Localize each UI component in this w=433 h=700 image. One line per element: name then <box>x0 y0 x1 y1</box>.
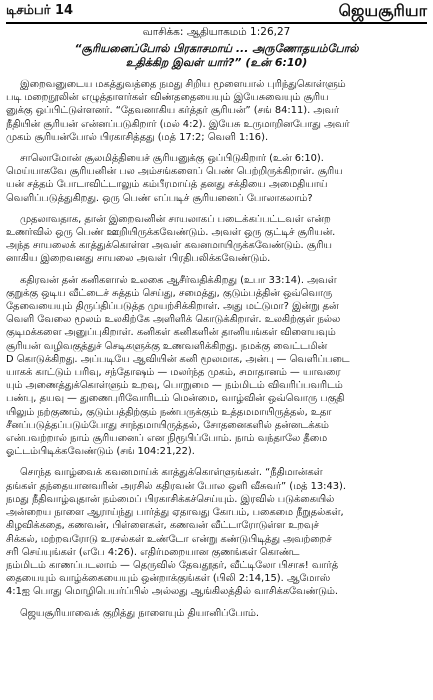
text-line: மெய்யாகவே சூரியனின் பல அம்சங்களைப் பெண் பெற்றிருக்கிறாள். சூரிய <box>6 166 343 178</box>
text-line: இறைவனுடைய மகத்துவத்தை நமது சிறிய மூளையால் புரிந்துகொள்ளும் <box>20 79 346 90</box>
text-line: சரி செய்யுங்கள் (எபே 4:26). எதிர்மறையான குணங்கள் கொண்ட <box>6 546 300 558</box>
text-line: சொந்த வாழ்வைக் கவனமாய்க் காத்துக்கொள்ளுங்கள். “நீதிமான்கள் <box>20 467 323 479</box>
text-line: முகம் சூரியன்போல் பிரகாசித்தது (மத் 17:2; வெளி 1:16). <box>6 131 269 143</box>
text-line: தேவையையும் திருப்திப்படுத்த முயற்சிக்கிறாள். அது மட்டுமா? இன்று தன் <box>6 301 339 313</box>
page-header <box>6 0 427 24</box>
text-line: தையையும் வாழ்க்கையையும் ஒன்றாக்குங்கள் (பிலி 2:14,15). ஆமோஸ் <box>6 573 331 585</box>
paragraph <box>6 607 427 620</box>
key-verse <box>6 42 427 70</box>
text-line: வெளி வேலை மூலம் உலகிற்கே அளிளிக் கொடுக்கிறாள். உலகிற்குள் நல்ல <box>6 314 341 326</box>
text-line: அந்த சாயலைக் காத்துக்கொள்ள அவள் கவனமாயிருக்கவேண்டும். சூரிய <box>6 240 332 252</box>
text-line: யிலும் நற்குணம், குடும்பத்திற்கும் நண்பருக்கும் உத்தமமாயிருத்தல், உதா <box>6 406 332 418</box>
text-line: ஜெயசூரியாவைக் குறித்து நாளையும் தியானிப்போம். <box>20 607 259 619</box>
page-date: டிசம்பர் 14 <box>6 3 74 18</box>
text-line: வெளிப்படுத்துகிறது. ஒரு பெண் எப்படிச் சூரியனைப் போலாகலாம்? <box>6 192 313 204</box>
paragraph <box>6 466 427 598</box>
text-line: னுக்கு ஒப்பிட்டுள்ளனர். “தேவனாகிய கர்த்தர் சூரியன்” (சங் 84:11). அவர் <box>6 105 339 117</box>
text-line: படி மறைநூலின் எழுத்தாளர்கள் விண்ததையையும் இயேசுவையும் சூரிய <box>6 92 329 104</box>
text-line: உணர்வில் ஒரு பெண் ஊறியிருக்கவேண்டும். அவள் ஒரு குட்டிச் சூரியன். <box>6 227 336 239</box>
text-line: பண்பு, தயவு — துணைபுரிவோரிடம் மென்மை, வாழ்வின் ஒவ்வொரு பகுதி <box>6 393 345 405</box>
key-verse-line: “சூரியனைப்போல் பிரகாசமாய் ... அருணோதயம்போல் <box>74 42 359 55</box>
text-line: சாலொமோன் சூலமித்தியைச் சூரியனுக்கு ஒப்பிடுகிறார் (உன் 6:10). <box>20 153 324 165</box>
text-line: நீதியின் சூரியன் என்னப்படுகிறார் (மல் 4:2). இயேசு உருமாறினபோது அவர் <box>6 118 350 130</box>
paragraph <box>6 78 427 144</box>
text-line: கதிரவன் தன் கனிகளால் உலகை ஆசீர்வதிக்கிறது (உபா 33:14). அவள் <box>20 274 337 286</box>
body-text <box>6 78 427 620</box>
text-line: சூரியன் வழிவகுத்துச் செடிகளுக்கு உணவளிக்கிறது. நமக்கு வைட்டமின் <box>6 340 328 352</box>
text-line: என்பவற்றால் நாம் சூரியனைப் என நிரூபிப்போம். நாம் வந்தாலே தீமை <box>6 433 328 445</box>
text-line: சிக்கல், மற்றவரோடு உரசல்கள் உண்டோ என்று கண்டுபிடித்து அவற்றைச் <box>6 533 332 545</box>
text-line: முதலாவதாக, தான் இறைவனின் சாயலாகப் படைக்கப்பட்டவள் என்ற <box>20 213 331 225</box>
text-line: யாகக் காட்டும் பரிவு, சந்தோஷம் — மலர்ந்த முகம், சமாதானம் — யாவரை <box>6 367 341 379</box>
text-line: யும் அணைத்துக்கொள்ளும் உறவு, பொறுமை — நம்மிடம் விவரிப்பவரிடம் <box>6 380 343 392</box>
text-line: 4:1ஐ பொது மொழிபெயர்ப்பில் அல்லது ஆங்கிலத்தில் வாசிக்கவேண்டும். <box>6 586 338 598</box>
paragraph <box>6 152 427 205</box>
text-line: சீனப்படுத்தப்படும்போது சாந்தமாயிருத்தல், சோதனைகளில் தன்னடக்கம் <box>6 419 329 431</box>
text-line: னாகிய இறைவனது சாயலை அவள் பிரதிபலிக்கவேண்டும். <box>6 253 271 265</box>
key-verse-line: உதிக்கிற இவள் யார்?” (உன் 6:10) <box>125 56 308 69</box>
text-line: தங்கள் தந்தையானவரின் அரசில் கதிரவன் போல ஒளி வீசுவர்” (மத் 13:43). <box>6 480 347 492</box>
text-line: யன் சத்தம் போடாவிட்டாலும் கம்பீரமாய்த் தனது சக்தியை அமைதியாய் <box>6 179 328 191</box>
scripture-reading: வாசிக்க: ஆதியாகமம் 1:26,27 <box>142 26 291 38</box>
paragraph <box>6 213 427 266</box>
page-title: ஜெயசூரியா <box>338 0 427 20</box>
text-line: குடிமக்களை அனுப்புகிறாள். கனிகள் கனிகளின் தானியங்கள் விளையவும் <box>6 327 336 339</box>
text-line: நம்மிடம் காணப்படலாம் — தெருவில் தேவதூதர், வீட்டிலோ பிசாசு! வார்த் <box>6 559 339 571</box>
text-line: நமது நீதிவாழ்வுதான் நம்மைப் பிரகாசிக்கச்செய்யும். இரவில் படுக்கையில் <box>6 493 335 505</box>
text-line: குறுக்கு ஒடிய வீட்டைச் சுத்தம் செய்து, சமைத்து, குடும்பத்தின் ஒவ்வொரு <box>6 287 333 299</box>
text-line: அன்றைய நாளை ஆராய்ந்து பார்த்து ஏதாவது கோபம், பகைமை நீறுதல்கள், <box>6 507 344 519</box>
text-line: ஓட்டம்பிடிக்கவேண்டும் (சங் 104:21,22). <box>6 446 195 458</box>
text-line: D கொடுக்கிறது. அப்படியே ஆவியின் கனி மூலமாக, அன்பு — வெளிப்படை <box>6 353 350 365</box>
paragraph <box>6 274 427 459</box>
text-line: கிழவிக்கதை, கணவன், பிள்ளைகள், கணவன் வீட்டாரோடுள்ள உறவுச் <box>6 520 319 532</box>
